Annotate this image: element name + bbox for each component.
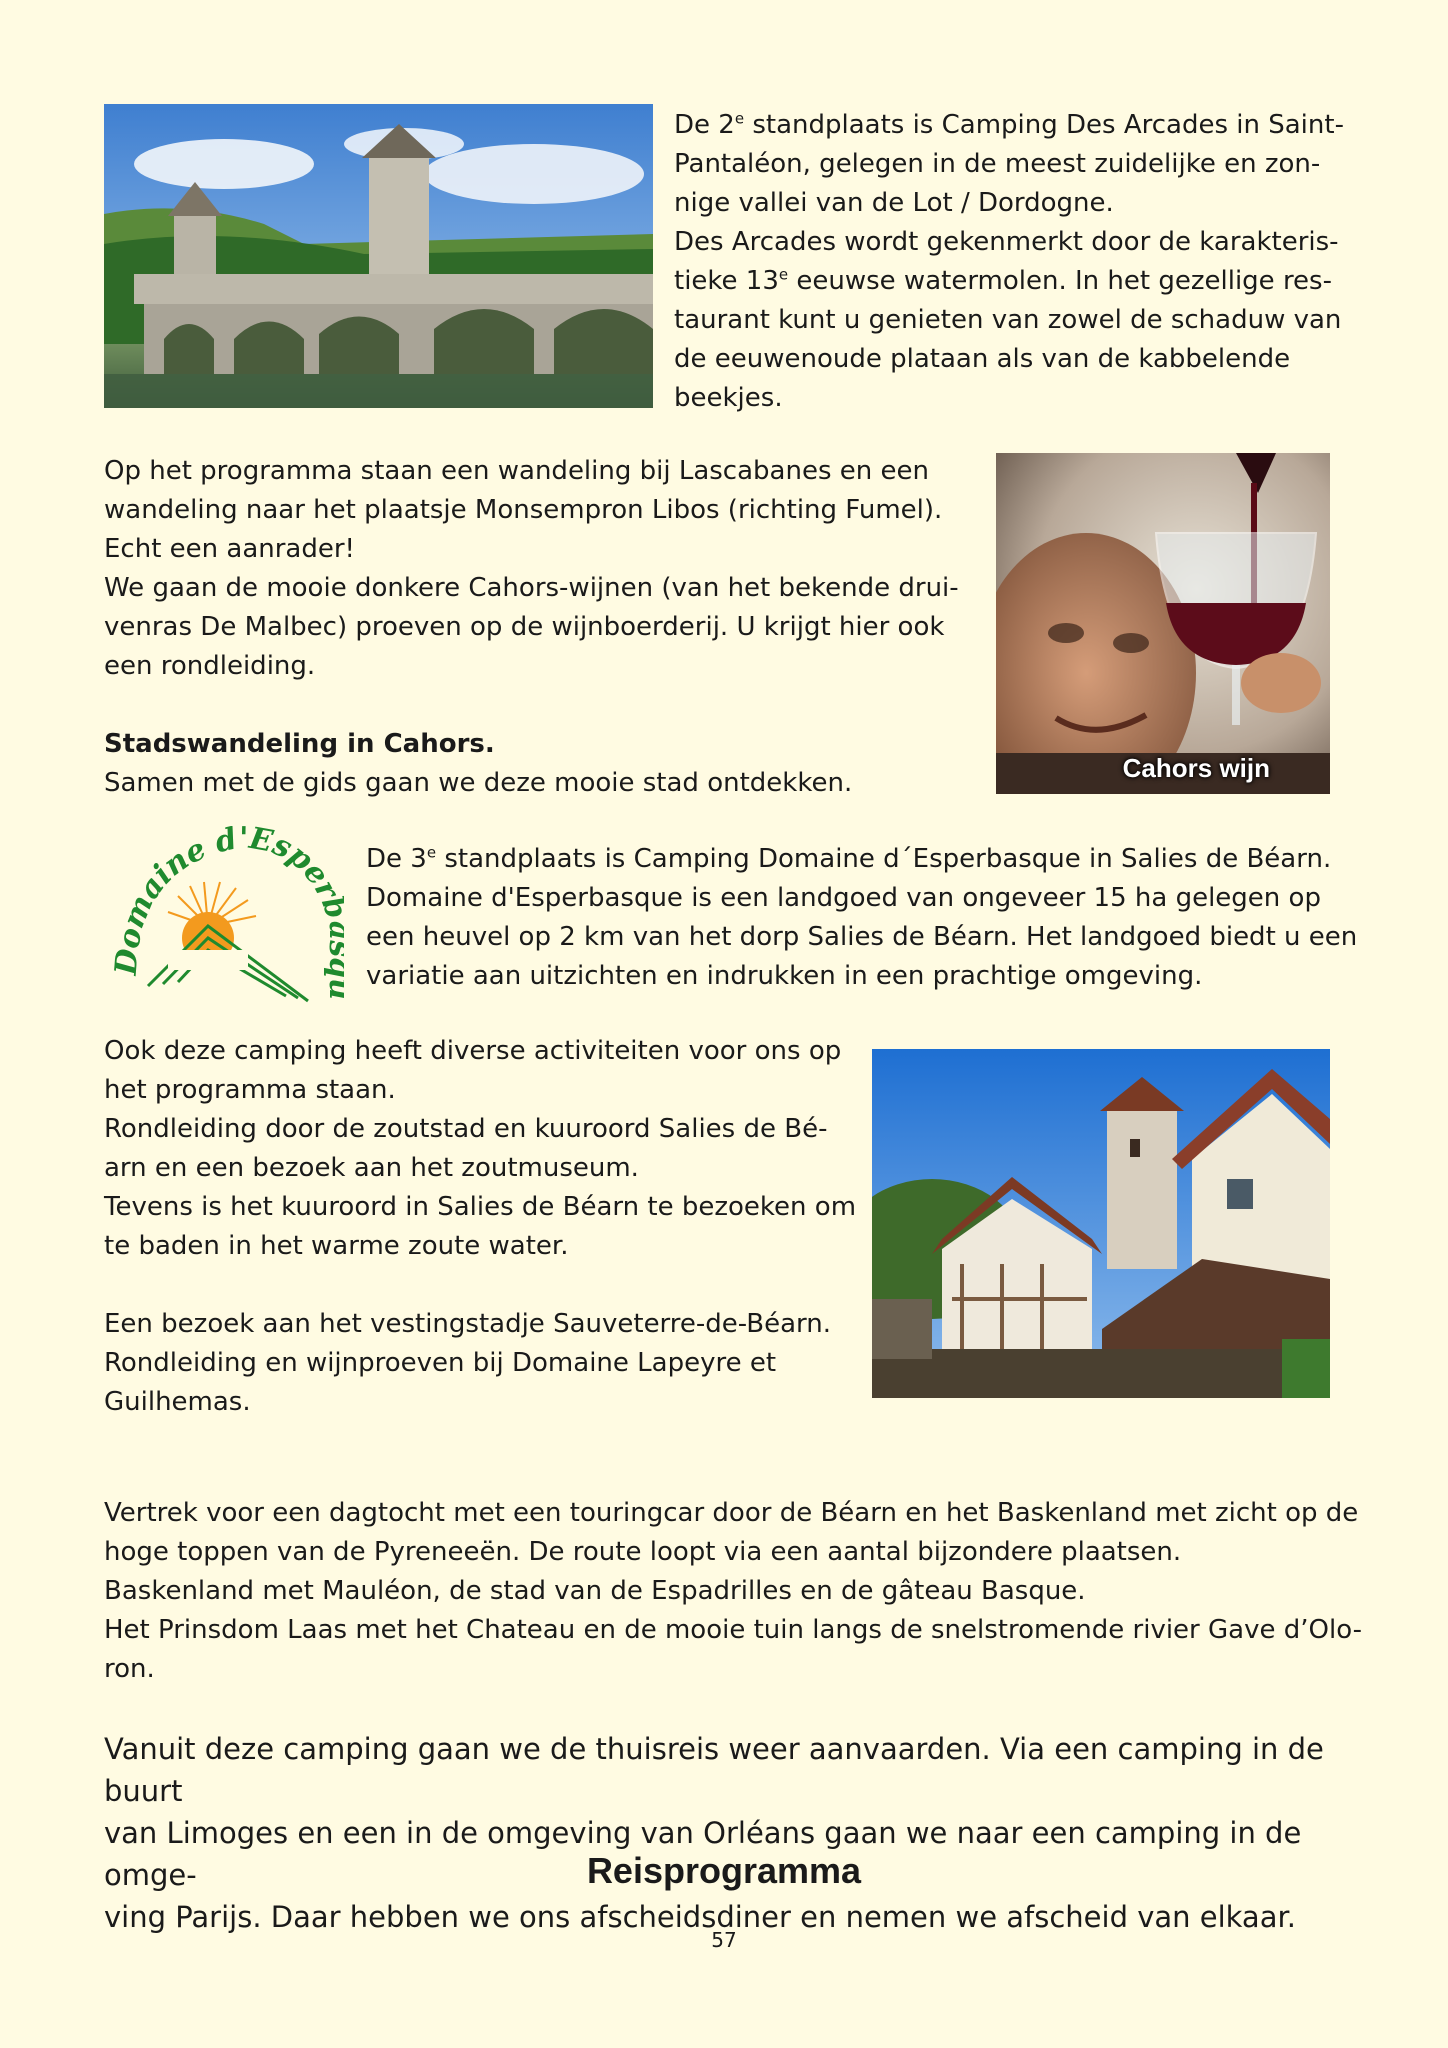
esperbasque-logo	[108, 826, 344, 1014]
thuisreis-text: Vanuit deze camping gaan we de thuisreis weer aanvaarden. Via een camping in de buurt van Limoges en een in de omgeving van Orléans gaan we naar een camping in de omge- ving Parijs. Daar hebben we ons afscheidsdiner en nemen we afscheid van elkaar.	[104, 1732, 1324, 1934]
programma-text: Op het programma staan een wandeling bij Lascabanes en een wandeling naar het plaatsje Monsempron Libos (richting Fumel). Echt een aanrader! We gaan de mooie donkere Cahors-wijnen (van het bekende drui- venras De Malbec) proeven op de wijnboerderij. U krijgt hier ook een rondleiding. Stadswandeling in Cahors. Samen met de gids gaan we deze mooie stad ontdekken.	[104, 452, 984, 803]
activiteiten-text: Ook deze camping heeft diverse activiteiten voor ons op het programma staan. Rondleiding door de zoutstad en kuuroord Salies de Bé- arn en een bezoek aan het zoutmuseum. Tevens is het kuuroord in Salies de Béarn te bezoeken om te baden in het warme zoute water. Een bezoek aan het vestingstadje Sauveterre-de-Béarn. Rondleiding en wijnproeven bij Domaine Lapeyre et Guilhemas.	[104, 1036, 857, 1417]
camping-des-arcades-text: De 2e standplaats is Camping Des Arcades in Saint- Pantaléon, gelegen in de meest zuidelijke en zon- nige vallei van de Lot / Dordogne. Des Arcades wordt gekenmerkt door de karakteris- tieke 13e eeuwse watermolen. In het gezellige res- taurant kunt u genieten van zowel de schaduw van de eeuwenoude plataan als van de kabbelende beekjes.	[674, 109, 1344, 413]
wine-photo-caption: Cahors wijn	[1122, 753, 1270, 783]
stadswandeling-heading: Stadswandeling in Cahors.	[104, 729, 495, 759]
page-title: Reisprogramma	[586, 1850, 862, 1891]
logo-text: Domaine d'Esper	[108, 826, 344, 977]
wine-photo	[996, 453, 1330, 794]
domaine-esperbasque-text: De 3e standplaats is Camping Domaine d´Esperbasque in Salies de Béarn. Domaine d'Esperbasque is een landgoed van ongeveer 15 ha gelegen op een heuvel op 2 km van het dorp Salies de Béarn. Het landgoed biedt u een variatie aan uitzichten en indrukken in een prachtige omgeving.	[366, 843, 1358, 991]
bridge-photo	[104, 104, 653, 408]
page-number: 57	[711, 1928, 737, 1952]
village-photo	[872, 1049, 1330, 1398]
dagtocht-text: Vertrek voor een dagtocht met een touringcar door de Béarn en het Baskenland met zicht op de hoge toppen van de Pyreneeën. De route loopt via een aantal bijzondere plaatsen. Baskenland met Mauléon, de stad van de Espadrilles en de gâteau Basque. Het Prinsdom Laas met het Chateau en de mooie tuin langs de snelstromende rivier Gave d’Olo- ron.	[104, 1498, 1362, 1684]
